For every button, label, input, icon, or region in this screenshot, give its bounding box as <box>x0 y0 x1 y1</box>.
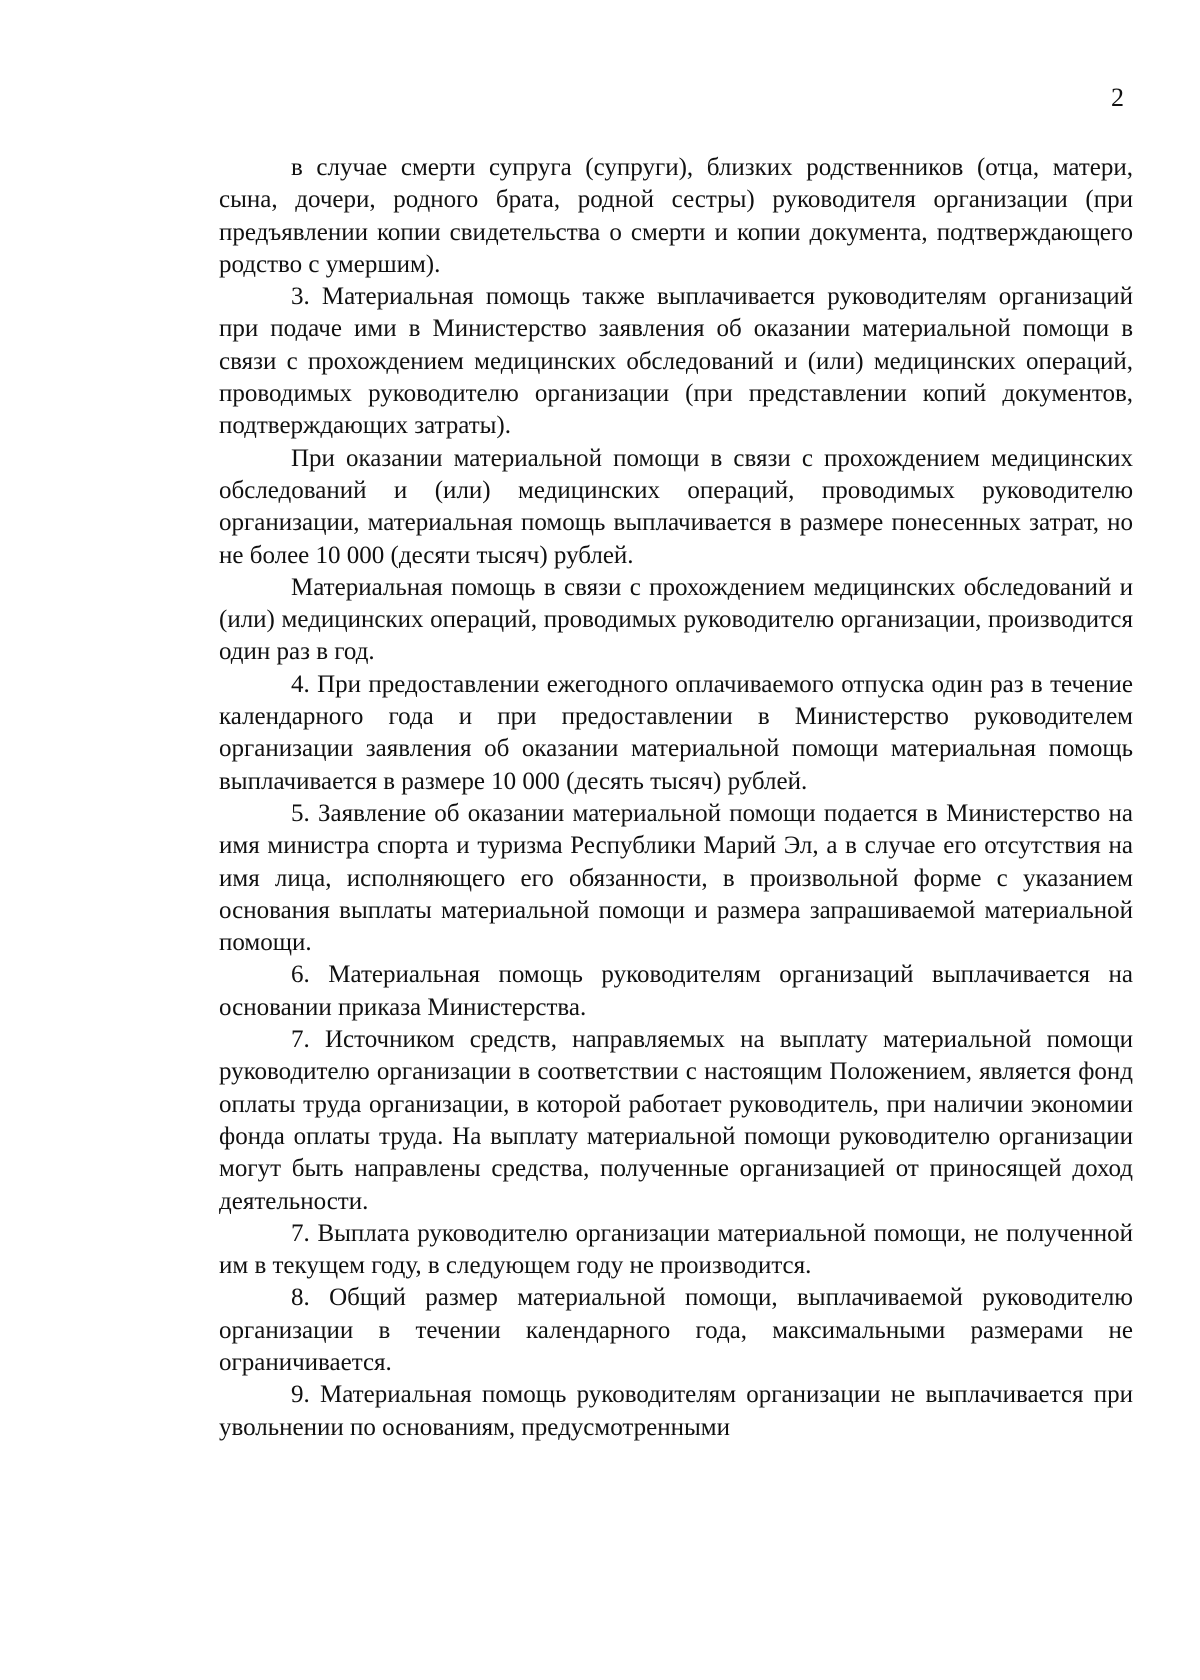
paragraph-medical-frequency: Материальная помощь в связи с прохождением медицинских обследований и (или) медицинских операций, проводимых руководителю организации, производится один раз в год. <box>219 573 1133 666</box>
paragraph-clause-9: 9. Материальная помощь руководителям организации не выплачивается при увольнении по основаниям, предусмотренными <box>219 1381 1133 1441</box>
document-body <box>219 152 1133 1444</box>
page-number: 2 <box>1111 83 1124 112</box>
paragraph-clause-5: 5. Заявление об оказании материальной помощи подается в Министерство на имя министра спорта и туризма Республики Марий Эл, а в случае его отсутствия на имя лица, исполняющего его обязанности, в произвольной форме с указанием основания выплаты материальной помощи и размера запрашиваемой материальной помощи. <box>219 799 1133 957</box>
paragraph-clause-7-funding: 7. Источником средств, направляемых на выплату материальной помощи руководителю организации в соответствии с настоящим Положением, является фонд оплаты труда организации, в которой работает руководитель, при наличии экономии фонда оплаты труда. На выплату материальной помощи руководителю организации могут быть направлены средства, полученные организацией от приносящей доход деятельности. <box>219 1026 1133 1215</box>
paragraph-clause-7-unpaid: 7. Выплата руководителю организации материальной помощи, не полученной им в текущем году, в следующем году не производится. <box>219 1219 1133 1280</box>
paragraph-medical-amount: При оказании материальной помощи в связи с прохождением медицинских обследований и (или) медицинских операций, проводимых руководителю организации, материальная помощь выплачивается в размере понесенных затрат, но не более 10 000 (десяти тысяч) рублей. <box>219 444 1133 569</box>
paragraph-clause-3: 3. Материальная помощь также выплачивается руководителям организаций при подаче ими в Министерство заявления об оказании материальной помощи в связи с прохождением медицинских обследований и (или) медицинских операций, проводимых руководителю организации (при представлении копий документов, подтверждающих затраты). <box>219 283 1133 440</box>
paragraph-clause-8: 8. Общий размер материальной помощи, выплачиваемой руководителю организации в течении календарного года, максимальными размерами не ограничивается. <box>219 1284 1133 1376</box>
paragraph-clause-6: 6. Материальная помощь руководителям организаций выплачивается на основании приказа Министерства. <box>219 961 1133 1021</box>
paragraph-death-of-relatives: в случае смерти супруга (супруги), близких родственников (отца, матери, сына, дочери, родного брата, родной сестры) руководителя организации (при предъявлении копии свидетельства о смерти и копии документа, подтверждающего родство с умершим). <box>219 154 1133 278</box>
paragraph-clause-4: 4. При предоставлении ежегодного оплачиваемого отпуска один раз в течение календарного года и при предоставлении в Министерство руководителем организации заявления об оказании материальной помощи материальная помощь выплачивается в размере 10 000 (десять тысяч) рублей. <box>219 670 1133 795</box>
